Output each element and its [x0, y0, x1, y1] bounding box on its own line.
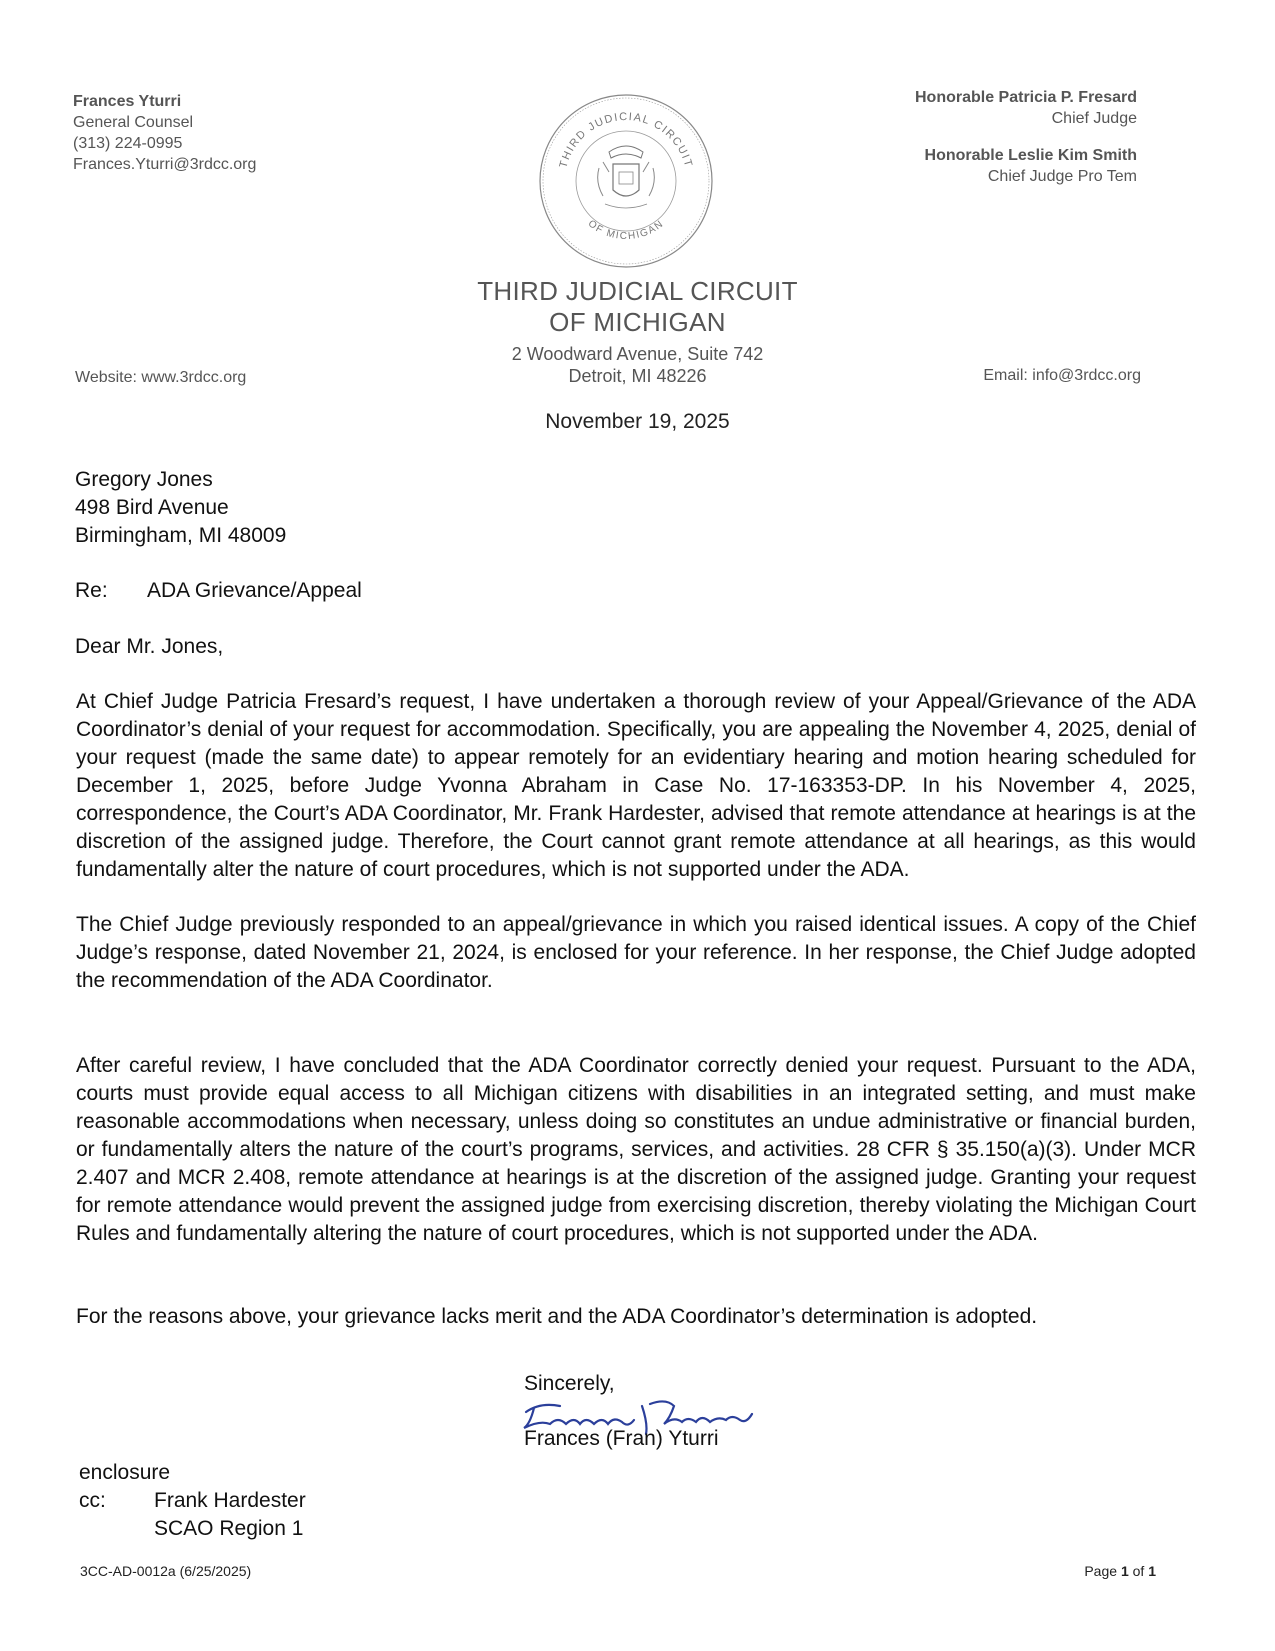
court-name-line2: OF MICHIGAN [549, 307, 726, 337]
judges-block [915, 87, 1137, 187]
closing-sincerely: Sincerely, [524, 1372, 615, 1395]
signer-name: Frances (Fran) Yturri [524, 1427, 719, 1450]
chief-judge-title: Chief Judge [1051, 110, 1137, 127]
cc-name: SCAO Region 1 [154, 1517, 304, 1540]
court-email: Email: info@3rdcc.org [983, 367, 1141, 384]
letter-date: November 19, 2025 [545, 410, 730, 433]
court-seal-icon [537, 92, 715, 270]
seal-top-text: THIRD JUDICIAL CIRCUIT [557, 110, 695, 170]
subject-label: Re: [75, 579, 108, 602]
enclosure-note: enclosure [79, 1461, 171, 1484]
cc-name: Frank Hardester [154, 1489, 306, 1512]
seal-bottom-text: OF MICHIGAN [585, 218, 667, 243]
paragraph-1: At Chief Judge Patricia Fresard’s request, I have undertaken a thorough review of your Appeal/Grievance of the ADA Coordinator’s denial of your request for accommodation. Specifically, you are appealing the November 4, 2025, denial of your request (made the same date) to appear remotely for an evidentiary hearing and motion hearing scheduled for December 1, 2025, before Judge Yvonna Abraham in Case No. 17-163353-DP. In his November 4, 2025, correspondence, the Court’s ADA Coordinator, Mr. Frank Hardester, advised that remote attendance at hearings is at the discretion of the assigned judge. Therefore, the Court cannot grant remote attendance at all hearings, as this would fundamentally alter the nature of court procedures, which is not supported under the ADA. [76, 690, 1196, 881]
general-counsel-block [73, 91, 256, 175]
court-seal [537, 92, 715, 270]
recipient-city: Birmingham, MI 48009 [75, 524, 287, 547]
recipient-street: 498 Bird Avenue [75, 496, 229, 519]
court-website: Website: www.3rdcc.org [75, 369, 247, 386]
court-name [0, 276, 1275, 338]
chief-judge-pro-tem-name: Honorable Leslie Kim Smith [924, 147, 1137, 164]
counsel-name: Frances Yturri [73, 93, 182, 110]
page-number [1084, 1563, 1156, 1579]
court-address-line1: 2 Woodward Avenue, Suite 742 [511, 344, 764, 364]
svg-text:THIRD JUDICIAL CIRCUIT [558, 111, 695, 169]
court-address-line2: Detroit, MI 48226 [568, 366, 707, 386]
svg-text:OF MICHIGAN [586, 218, 666, 242]
counsel-email: Frances.Yturri@3rdcc.org [73, 156, 257, 173]
recipient-address [75, 466, 286, 550]
page-total: 1 [1148, 1563, 1156, 1579]
page-prefix: Page [1084, 1563, 1121, 1579]
paragraph-2: The Chief Judge previously responded to an appeal/grievance in which you raised identical issues. A copy of the Chief Judge’s response, dated November 21, 2024, is enclosed for your reference. In her response, the Chief Judge adopted the recommendation of the ADA Coordinator. [76, 913, 1196, 992]
cc-label: cc: [79, 1489, 106, 1512]
recipient-name: Gregory Jones [75, 468, 213, 491]
paragraph-3: After careful review, I have concluded that the ADA Coordinator correctly denied your request. Pursuant to the ADA, courts must provide equal access to all Michigan citizens with disabilities in an integrated setting, and must make reasonable accommodations when necessary, unless doing so constitutes an undue administrative or financial burden, or fundamentally alters the nature of the court’s programs, services, and activities. 28 CFR § 35.150(a)(3). Under MCR 2.407 and MCR 2.408, remote attendance at hearings is at the discretion of the assigned judge. Granting your request for remote attendance would prevent the assigned judge from exercising discretion, thereby violating the Michigan Court Rules and fundamentally altering the nature of court procedures, which is not supported under the ADA. [76, 1054, 1196, 1245]
chief-judge-pro-tem-title: Chief Judge Pro Tem [987, 168, 1137, 185]
court-name-line1: THIRD JUDICIAL CIRCUIT [477, 276, 798, 306]
salutation: Dear Mr. Jones, [75, 635, 224, 658]
counsel-phone: (313) 224-0995 [73, 135, 183, 152]
paragraph-4: For the reasons above, your grievance lacks merit and the ADA Coordinator’s determination is adopted. [76, 1305, 1038, 1328]
page-current: 1 [1120, 1563, 1129, 1579]
subject-line [75, 577, 362, 605]
cc-block [79, 1487, 306, 1543]
page-of: of [1128, 1563, 1149, 1579]
form-id: 3CC-AD-0012a (6/25/2025) [80, 1563, 252, 1579]
subject-text: ADA Grievance/Appeal [147, 579, 362, 602]
counsel-title: General Counsel [73, 114, 194, 131]
chief-judge-name: Honorable Patricia P. Fresard [914, 89, 1137, 106]
